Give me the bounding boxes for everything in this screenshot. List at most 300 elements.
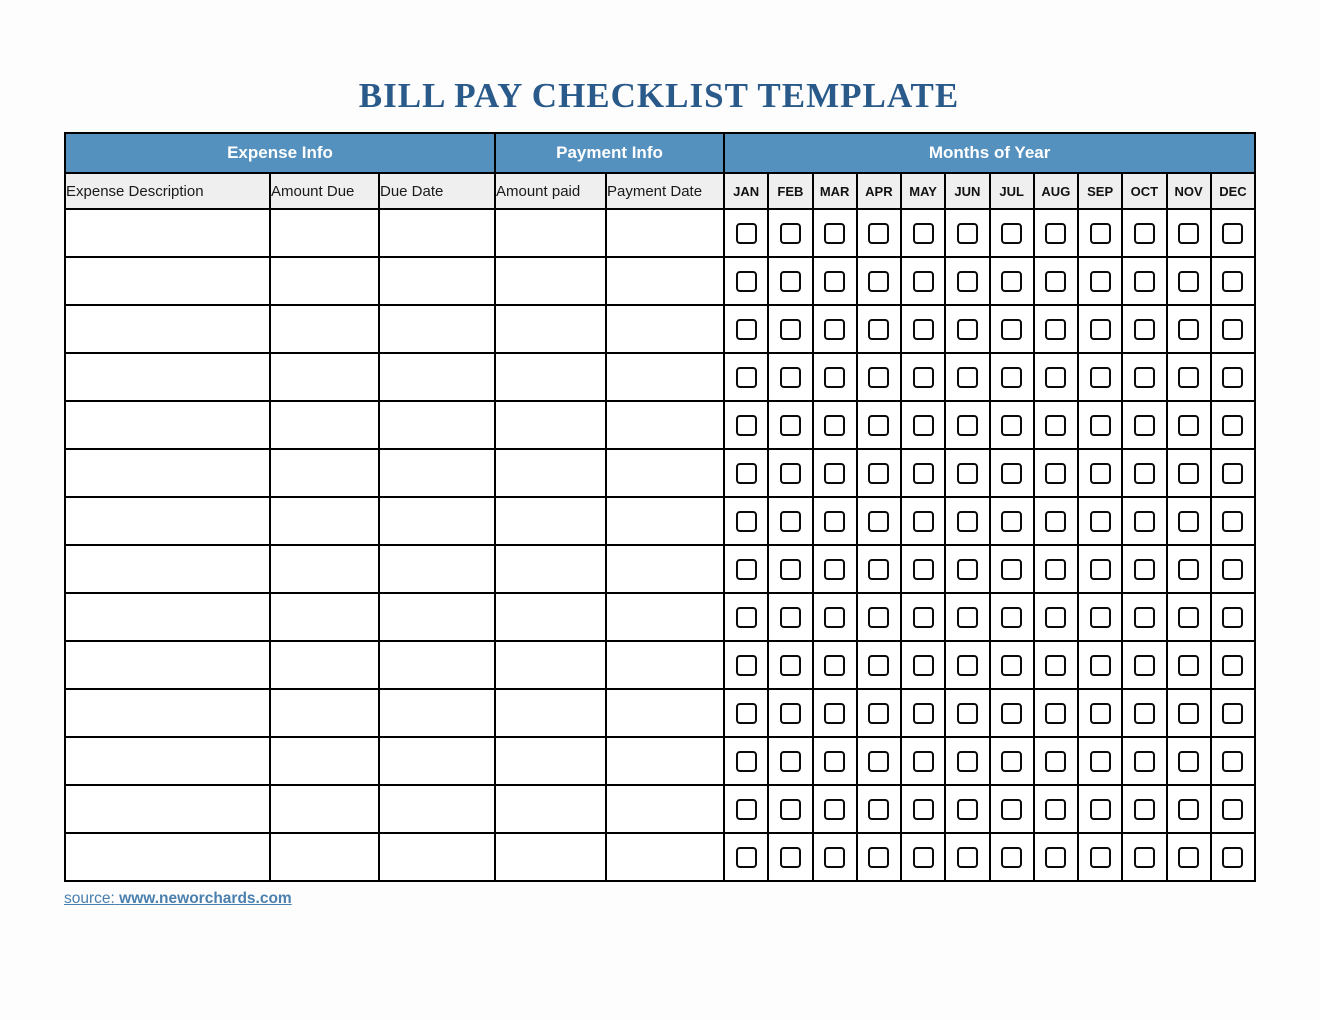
month-checkbox-aug[interactable] [1045,223,1066,244]
cell-mar [813,833,857,881]
month-checkbox-jul[interactable] [1001,415,1022,436]
month-checkbox-oct[interactable] [1134,367,1155,388]
cell-may [901,497,945,545]
cell-amount-due[interactable] [270,545,379,593]
month-checkbox-mar[interactable] [824,271,845,292]
month-checkbox-sep[interactable] [1090,703,1111,724]
month-checkbox-jan[interactable] [736,751,757,772]
cell-aug [1034,737,1078,785]
cell-amount-paid[interactable] [495,305,606,353]
cell-due-date[interactable] [379,449,495,497]
month-checkbox-jan[interactable] [736,511,757,532]
month-checkbox-oct[interactable] [1134,463,1155,484]
month-checkbox-sep[interactable] [1090,415,1111,436]
month-checkbox-sep[interactable] [1090,559,1111,580]
cell-payment-date[interactable] [606,545,724,593]
month-checkbox-mar[interactable] [824,799,845,820]
month-checkbox-apr[interactable] [868,367,889,388]
month-checkbox-apr[interactable] [868,703,889,724]
month-checkbox-may[interactable] [913,703,934,724]
cell-aug [1034,785,1078,833]
month-checkbox-feb[interactable] [780,271,801,292]
cell-payment-date[interactable] [606,689,724,737]
month-checkbox-apr[interactable] [868,319,889,340]
month-checkbox-oct[interactable] [1134,655,1155,676]
month-checkbox-feb[interactable] [780,511,801,532]
column-header-amount-paid: Amount paid [495,173,606,209]
month-checkbox-dec[interactable] [1222,799,1243,820]
cell-amount-paid[interactable] [495,401,606,449]
month-checkbox-aug[interactable] [1045,847,1066,868]
cell-mar [813,785,857,833]
cell-may [901,353,945,401]
month-checkbox-apr[interactable] [868,799,889,820]
month-checkbox-jul[interactable] [1001,463,1022,484]
cell-due-date[interactable] [379,689,495,737]
month-checkbox-aug[interactable] [1045,655,1066,676]
month-checkbox-mar[interactable] [824,463,845,484]
month-checkbox-apr[interactable] [868,751,889,772]
cell-jul [990,593,1034,641]
month-checkbox-dec[interactable] [1222,319,1243,340]
cell-jun [945,593,989,641]
month-checkbox-nov[interactable] [1178,559,1199,580]
month-checkbox-feb[interactable] [780,559,801,580]
cell-nov [1167,833,1211,881]
month-checkbox-apr[interactable] [868,607,889,628]
month-checkbox-dec[interactable] [1222,703,1243,724]
cell-amount-paid[interactable] [495,689,606,737]
month-checkbox-feb[interactable] [780,703,801,724]
month-checkbox-oct[interactable] [1134,223,1155,244]
cell-dec [1211,785,1255,833]
month-checkbox-jun[interactable] [957,223,978,244]
month-checkbox-sep[interactable] [1090,655,1111,676]
month-checkbox-dec[interactable] [1222,415,1243,436]
month-checkbox-jul[interactable] [1001,751,1022,772]
cell-oct [1122,785,1166,833]
month-checkbox-jul[interactable] [1001,223,1022,244]
cell-aug [1034,257,1078,305]
month-checkbox-apr[interactable] [868,415,889,436]
month-checkbox-nov[interactable] [1178,655,1199,676]
cell-payment-date[interactable] [606,209,724,257]
month-checkbox-may[interactable] [913,367,934,388]
cell-amount-paid[interactable] [495,449,606,497]
cell-apr [857,689,901,737]
cell-due-date[interactable] [379,641,495,689]
month-checkbox-jan[interactable] [736,559,757,580]
month-checkbox-nov[interactable] [1178,799,1199,820]
month-header-may: MAY [901,173,945,209]
cell-amount-paid[interactable] [495,497,606,545]
cell-amount-due[interactable] [270,401,379,449]
month-checkbox-may[interactable] [913,271,934,292]
month-checkbox-jun[interactable] [957,751,978,772]
month-checkbox-mar[interactable] [824,751,845,772]
cell-amount-paid[interactable] [495,353,606,401]
cell-sep [1078,593,1122,641]
month-checkbox-jul[interactable] [1001,511,1022,532]
cell-payment-date[interactable] [606,449,724,497]
month-checkbox-oct[interactable] [1134,751,1155,772]
month-checkbox-mar[interactable] [824,559,845,580]
month-checkbox-may[interactable] [913,847,934,868]
cell-dec [1211,737,1255,785]
month-checkbox-nov[interactable] [1178,511,1199,532]
month-checkbox-aug[interactable] [1045,559,1066,580]
cell-expense-description[interactable] [65,257,270,305]
month-header-aug: AUG [1034,173,1078,209]
month-checkbox-sep[interactable] [1090,271,1111,292]
cell-amount-paid[interactable] [495,209,606,257]
month-checkbox-nov[interactable] [1178,319,1199,340]
cell-expense-description[interactable] [65,785,270,833]
month-checkbox-oct[interactable] [1134,271,1155,292]
cell-amount-due[interactable] [270,785,379,833]
cell-due-date[interactable] [379,353,495,401]
month-checkbox-may[interactable] [913,463,934,484]
month-checkbox-sep[interactable] [1090,367,1111,388]
cell-jul [990,209,1034,257]
cell-amount-paid[interactable] [495,833,606,881]
cell-payment-date[interactable] [606,401,724,449]
month-checkbox-may[interactable] [913,607,934,628]
cell-amount-paid[interactable] [495,737,606,785]
cell-payment-date[interactable] [606,305,724,353]
cell-amount-due[interactable] [270,497,379,545]
cell-expense-description[interactable] [65,641,270,689]
cell-expense-description[interactable] [65,305,270,353]
month-checkbox-jan[interactable] [736,319,757,340]
cell-amount-paid[interactable] [495,545,606,593]
month-checkbox-apr[interactable] [868,655,889,676]
month-checkbox-feb[interactable] [780,751,801,772]
cell-aug [1034,833,1078,881]
month-checkbox-jul[interactable] [1001,799,1022,820]
month-checkbox-dec[interactable] [1222,847,1243,868]
cell-due-date[interactable] [379,785,495,833]
month-checkbox-jun[interactable] [957,319,978,340]
month-checkbox-jan[interactable] [736,271,757,292]
month-checkbox-feb[interactable] [780,847,801,868]
cell-amount-due[interactable] [270,833,379,881]
month-checkbox-nov[interactable] [1178,415,1199,436]
cell-apr [857,833,901,881]
cell-amount-due[interactable] [270,257,379,305]
month-header-apr: APR [857,173,901,209]
month-checkbox-mar[interactable] [824,367,845,388]
month-checkbox-oct[interactable] [1134,559,1155,580]
cell-dec [1211,209,1255,257]
month-checkbox-jun[interactable] [957,271,978,292]
month-checkbox-aug[interactable] [1045,751,1066,772]
month-checkbox-oct[interactable] [1134,319,1155,340]
month-checkbox-aug[interactable] [1045,463,1066,484]
month-checkbox-feb[interactable] [780,799,801,820]
month-checkbox-jul[interactable] [1001,271,1022,292]
cell-payment-date[interactable] [606,353,724,401]
cell-expense-description[interactable] [65,401,270,449]
month-checkbox-jan[interactable] [736,463,757,484]
table-row [65,257,1255,305]
cell-dec [1211,833,1255,881]
month-checkbox-oct[interactable] [1134,847,1155,868]
cell-apr [857,305,901,353]
month-checkbox-jun[interactable] [957,511,978,532]
cell-mar [813,545,857,593]
month-checkbox-apr[interactable] [868,847,889,868]
month-checkbox-aug[interactable] [1045,415,1066,436]
cell-feb [768,833,812,881]
month-checkbox-dec[interactable] [1222,607,1243,628]
cell-sep [1078,689,1122,737]
month-checkbox-jun[interactable] [957,463,978,484]
month-checkbox-jul[interactable] [1001,655,1022,676]
cell-expense-description[interactable] [65,737,270,785]
month-checkbox-jan[interactable] [736,223,757,244]
cell-may [901,641,945,689]
month-checkbox-oct[interactable] [1134,511,1155,532]
month-checkbox-sep[interactable] [1090,319,1111,340]
month-checkbox-sep[interactable] [1090,799,1111,820]
month-checkbox-mar[interactable] [824,607,845,628]
cell-feb [768,785,812,833]
month-checkbox-may[interactable] [913,799,934,820]
month-checkbox-jun[interactable] [957,367,978,388]
month-checkbox-may[interactable] [913,319,934,340]
month-checkbox-mar[interactable] [824,223,845,244]
month-checkbox-feb[interactable] [780,319,801,340]
cell-apr [857,401,901,449]
month-checkbox-aug[interactable] [1045,799,1066,820]
month-checkbox-sep[interactable] [1090,463,1111,484]
month-checkbox-sep[interactable] [1090,751,1111,772]
cell-amount-paid[interactable] [495,593,606,641]
cell-aug [1034,401,1078,449]
cell-amount-due[interactable] [270,353,379,401]
month-checkbox-mar[interactable] [824,415,845,436]
month-checkbox-jun[interactable] [957,415,978,436]
cell-nov [1167,641,1211,689]
cell-apr [857,209,901,257]
month-checkbox-dec[interactable] [1222,367,1243,388]
cell-nov [1167,593,1211,641]
cell-may [901,401,945,449]
month-checkbox-may[interactable] [913,511,934,532]
cell-payment-date[interactable] [606,641,724,689]
month-checkbox-nov[interactable] [1178,271,1199,292]
month-checkbox-dec[interactable] [1222,223,1243,244]
month-checkbox-jun[interactable] [957,703,978,724]
cell-jun [945,449,989,497]
cell-due-date[interactable] [379,593,495,641]
source-link[interactable] [64,890,292,907]
month-checkbox-mar[interactable] [824,511,845,532]
cell-amount-due[interactable] [270,593,379,641]
month-checkbox-feb[interactable] [780,415,801,436]
cell-amount-paid[interactable] [495,641,606,689]
month-checkbox-mar[interactable] [824,847,845,868]
month-checkbox-nov[interactable] [1178,607,1199,628]
month-checkbox-jun[interactable] [957,799,978,820]
cell-amount-due[interactable] [270,209,379,257]
cell-due-date[interactable] [379,737,495,785]
month-checkbox-dec[interactable] [1222,751,1243,772]
cell-may [901,785,945,833]
cell-payment-date[interactable] [606,785,724,833]
month-checkbox-dec[interactable] [1222,463,1243,484]
month-checkbox-jan[interactable] [736,799,757,820]
cell-dec [1211,353,1255,401]
cell-due-date[interactable] [379,209,495,257]
cell-payment-date[interactable] [606,833,724,881]
month-checkbox-sep[interactable] [1090,511,1111,532]
month-checkbox-dec[interactable] [1222,559,1243,580]
cell-amount-paid[interactable] [495,257,606,305]
cell-due-date[interactable] [379,257,495,305]
month-checkbox-feb[interactable] [780,463,801,484]
month-checkbox-aug[interactable] [1045,703,1066,724]
month-checkbox-apr[interactable] [868,271,889,292]
cell-payment-date[interactable] [606,593,724,641]
cell-due-date[interactable] [379,401,495,449]
month-checkbox-jul[interactable] [1001,319,1022,340]
month-checkbox-nov[interactable] [1178,703,1199,724]
month-checkbox-jul[interactable] [1001,703,1022,724]
month-checkbox-may[interactable] [913,415,934,436]
cell-expense-description[interactable] [65,833,270,881]
cell-payment-date[interactable] [606,257,724,305]
month-checkbox-jun[interactable] [957,559,978,580]
cell-mar [813,257,857,305]
month-checkbox-jan[interactable] [736,655,757,676]
cell-amount-due[interactable] [270,737,379,785]
cell-expense-description[interactable] [65,689,270,737]
month-checkbox-jan[interactable] [736,415,757,436]
month-checkbox-apr[interactable] [868,559,889,580]
month-checkbox-mar[interactable] [824,319,845,340]
month-checkbox-nov[interactable] [1178,223,1199,244]
month-checkbox-apr[interactable] [868,511,889,532]
month-checkbox-aug[interactable] [1045,319,1066,340]
cell-dec [1211,257,1255,305]
cell-nov [1167,257,1211,305]
cell-payment-date[interactable] [606,737,724,785]
month-checkbox-aug[interactable] [1045,607,1066,628]
month-checkbox-oct[interactable] [1134,607,1155,628]
month-checkbox-aug[interactable] [1045,367,1066,388]
month-checkbox-jun[interactable] [957,847,978,868]
month-checkbox-may[interactable] [913,751,934,772]
cell-jul [990,737,1034,785]
month-checkbox-oct[interactable] [1134,415,1155,436]
month-checkbox-jul[interactable] [1001,847,1022,868]
month-checkbox-aug[interactable] [1045,271,1066,292]
cell-amount-due[interactable] [270,449,379,497]
month-checkbox-may[interactable] [913,559,934,580]
month-checkbox-oct[interactable] [1134,703,1155,724]
month-checkbox-jul[interactable] [1001,367,1022,388]
cell-sep [1078,257,1122,305]
cell-amount-due[interactable] [270,641,379,689]
cell-feb [768,401,812,449]
month-checkbox-may[interactable] [913,655,934,676]
cell-jun [945,401,989,449]
cell-amount-due[interactable] [270,689,379,737]
month-checkbox-nov[interactable] [1178,751,1199,772]
month-checkbox-jan[interactable] [736,367,757,388]
cell-payment-date[interactable] [606,497,724,545]
month-checkbox-oct[interactable] [1134,799,1155,820]
cell-mar [813,737,857,785]
month-checkbox-mar[interactable] [824,703,845,724]
cell-due-date[interactable] [379,833,495,881]
month-checkbox-feb[interactable] [780,607,801,628]
month-checkbox-dec[interactable] [1222,511,1243,532]
cell-amount-due[interactable] [270,305,379,353]
month-checkbox-nov[interactable] [1178,847,1199,868]
month-checkbox-aug[interactable] [1045,511,1066,532]
month-checkbox-feb[interactable] [780,367,801,388]
month-header-dec: DEC [1211,173,1255,209]
month-checkbox-jul[interactable] [1001,559,1022,580]
month-checkbox-apr[interactable] [868,463,889,484]
cell-jun [945,545,989,593]
table-body [65,209,1255,881]
month-checkbox-feb[interactable] [780,655,801,676]
month-checkbox-jun[interactable] [957,607,978,628]
cell-due-date[interactable] [379,305,495,353]
month-checkbox-dec[interactable] [1222,271,1243,292]
cell-nov [1167,545,1211,593]
month-checkbox-feb[interactable] [780,223,801,244]
cell-due-date[interactable] [379,497,495,545]
month-checkbox-nov[interactable] [1178,463,1199,484]
cell-expense-description[interactable] [65,449,270,497]
cell-dec [1211,593,1255,641]
cell-expense-description[interactable] [65,593,270,641]
month-checkbox-nov[interactable] [1178,367,1199,388]
cell-mar [813,305,857,353]
cell-expense-description[interactable] [65,353,270,401]
cell-amount-paid[interactable] [495,785,606,833]
cell-expense-description[interactable] [65,497,270,545]
month-checkbox-jun[interactable] [957,655,978,676]
month-checkbox-sep[interactable] [1090,607,1111,628]
month-checkbox-mar[interactable] [824,655,845,676]
cell-feb [768,641,812,689]
month-checkbox-jan[interactable] [736,847,757,868]
cell-dec [1211,449,1255,497]
cell-apr [857,497,901,545]
month-checkbox-sep[interactable] [1090,223,1111,244]
month-checkbox-may[interactable] [913,223,934,244]
month-checkbox-jan[interactable] [736,607,757,628]
cell-apr [857,593,901,641]
month-checkbox-dec[interactable] [1222,655,1243,676]
cell-expense-description[interactable] [65,545,270,593]
month-checkbox-jul[interactable] [1001,607,1022,628]
cell-jan [724,305,768,353]
cell-due-date[interactable] [379,545,495,593]
cell-sep [1078,305,1122,353]
month-checkbox-sep[interactable] [1090,847,1111,868]
month-checkbox-jan[interactable] [736,703,757,724]
cell-nov [1167,497,1211,545]
cell-expense-description[interactable] [65,209,270,257]
month-checkbox-apr[interactable] [868,223,889,244]
